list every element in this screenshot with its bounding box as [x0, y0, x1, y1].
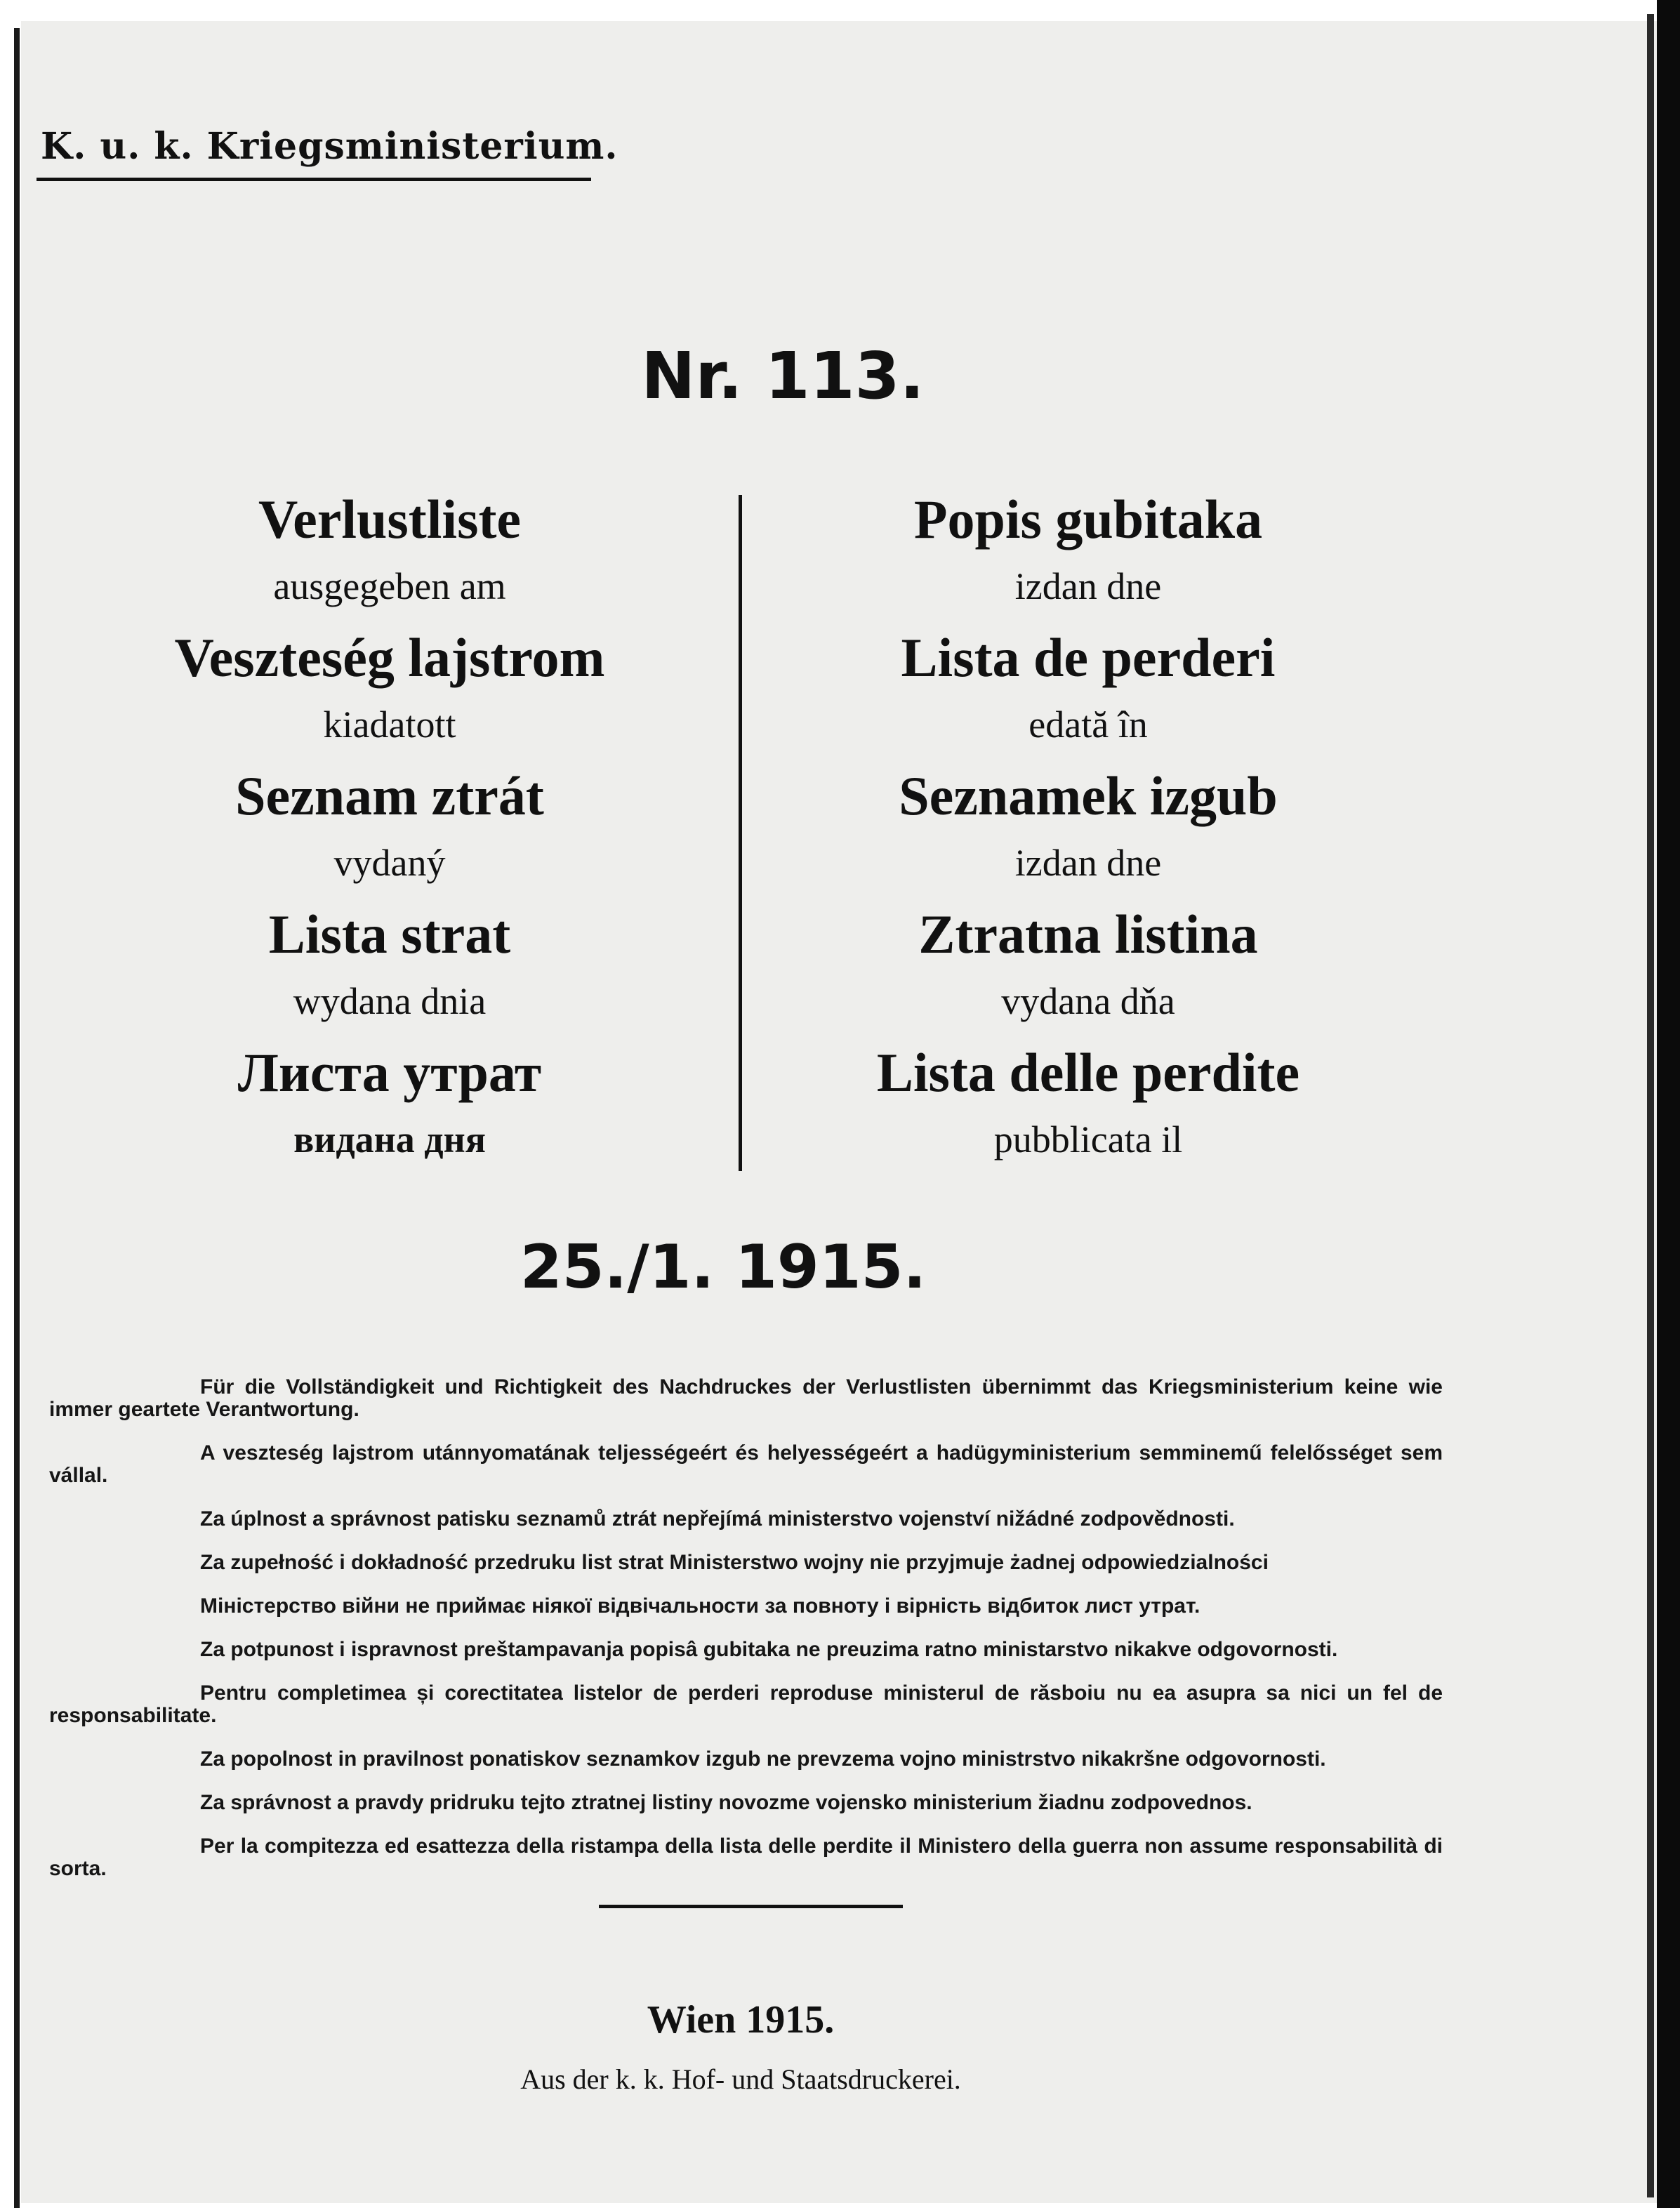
entry-title: Seznamek izgub	[899, 765, 1278, 826]
entry-title: Листа утрат	[237, 1042, 542, 1103]
disclaimer-german: Für die Vollständigkeit und Richtigkeit des Nachdruckes der Verlustlisten übernimmt das Kriegsministerium keine wie immer geartete Verantwortung.	[49, 1375, 1443, 1421]
ministry-heading: K. u. k. Kriegsministerium.	[41, 125, 619, 168]
entry-subtitle: kiadatott	[323, 703, 456, 746]
right-scan-edge	[1657, 0, 1680, 2208]
ministry-underline	[37, 178, 591, 181]
entry-subtitle: izdan dne	[1014, 565, 1162, 607]
disclaimer-italian: Per la compitezza ed esattezza della ristampa della lista delle perdite il Ministero della guerra non assume responsabilità di sorta.	[49, 1835, 1443, 1880]
disclaimer-czech: Za úplnost a správnost patisku seznamů ztrát nepřejímá ministerstvo vojenství nižádné zodpovědnosti.	[200, 1507, 1235, 1531]
entry-subtitle: izdan dne	[1014, 842, 1162, 884]
entry-subtitle: vydana dňa	[1001, 980, 1175, 1022]
entry-title: Lista strat	[268, 904, 511, 965]
disclaimer-polish: Za zupełność i dokładność przedruku list strat Ministerstwo wojny nie przyjmuje żadnej odpowiedzialności	[200, 1551, 1269, 1574]
right-scan-shadow	[1647, 14, 1654, 2197]
title-entry	[737, 761, 1439, 899]
right-title-column	[737, 484, 1439, 1176]
title-entry	[39, 761, 741, 899]
disclaimer-croatian: Za potpunost i ispravnost preštampavanja popisâ gubitaka ne preuzima ratno ministarstvo nikakve odgovornosti.	[200, 1638, 1338, 1661]
entry-title: Verlustliste	[258, 489, 522, 550]
entry-title: Popis gubitaka	[913, 489, 1263, 550]
disclaimer-romanian: Pentru completimea și corectitatea listelor de perderi reproduse ministerul de răsboiu nu ea asupra sa nici un fel de responsabilitate.	[49, 1681, 1443, 1727]
entry-title: Lista delle perdite	[876, 1042, 1300, 1103]
entry-subtitle: edată în	[1028, 703, 1148, 746]
entry-subtitle: wydana dnia	[293, 980, 487, 1022]
title-entry	[737, 899, 1439, 1038]
title-entry	[39, 1038, 741, 1176]
imprint-printer: Aus der k. k. Hof- und Staatsdruckerei.	[520, 2063, 961, 2095]
entry-title: Veszteség lajstrom	[174, 627, 605, 688]
footer-rule	[599, 1905, 903, 1908]
entry-title: Lista de perderi	[901, 627, 1276, 688]
entry-subtitle: ausgegeben am	[273, 565, 506, 607]
disclaimer-slovak: Za správnost a pravdy pridruku tejto ztratnej listiny novozme vojensko ministerium žiadnu zodpovednos.	[200, 1791, 1252, 1814]
title-entry	[737, 1038, 1439, 1176]
title-entry	[39, 484, 741, 623]
disclaimer-hungarian: A veszteség lajstrom utánnyomatának teljességeért és helyességeért a hadügyministerium semminemű felelősséget sem vállal.	[49, 1441, 1443, 1487]
disclaimer-slovenian: Za popolnost in pravilnost ponatiskov seznamkov izgub ne prevzema vojno ministrstvo nikakršne odgovornosti.	[200, 1747, 1326, 1771]
disclaimer-block	[49, 1376, 1443, 1889]
imprint-city-year: Wien 1915.	[647, 1998, 835, 2042]
title-entry	[737, 623, 1439, 761]
left-title-column	[39, 484, 741, 1176]
entry-title: Ztratna listina	[918, 904, 1258, 965]
issue-number: Nr. 113.	[641, 338, 925, 414]
title-entry	[39, 899, 741, 1038]
entry-subtitle: видана дня	[293, 1118, 486, 1161]
entry-subtitle: vydaný	[333, 842, 446, 884]
title-entry	[39, 623, 741, 761]
publication-date: 25./1. 1915.	[520, 1232, 927, 1302]
entry-subtitle: pubblicata il	[993, 1118, 1183, 1161]
entry-title: Seznam ztrát	[235, 765, 544, 826]
disclaimer-ruthenian: Міністерство війни не приймає ніякої відвічальности за повноту і вірність відбиток лист утрат.	[200, 1594, 1201, 1618]
title-entry	[737, 484, 1439, 623]
